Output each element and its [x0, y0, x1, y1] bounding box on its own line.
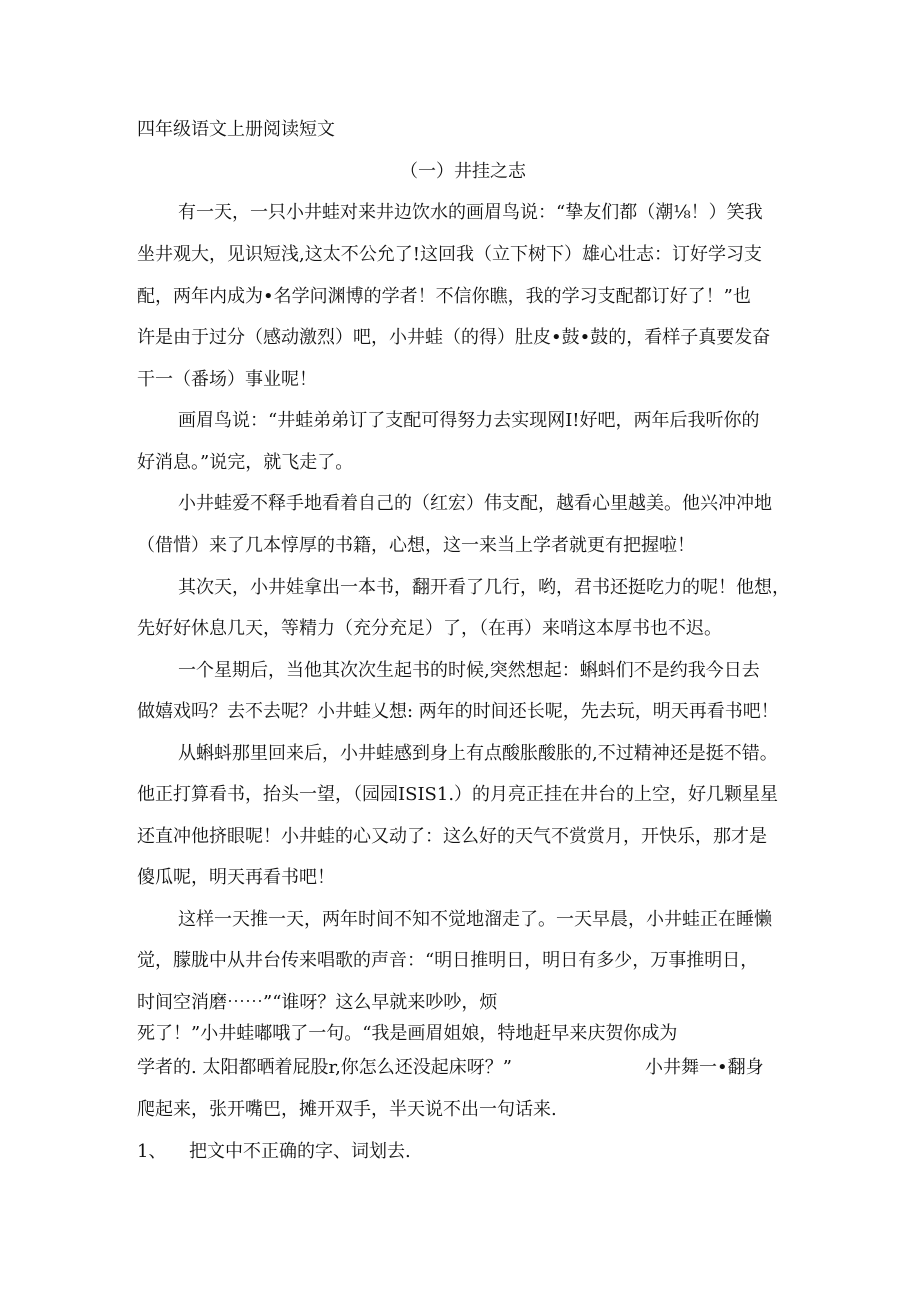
text-line-8: 小井蛙爱不释手地看着自己的（红宏）伟支配，越看心里越美。他兴冲冲地	[178, 493, 772, 514]
text-line-15: 他正打算看书，抬头一望，（园园ISIS1.）的月亮正挂在井台的上空，好几颗星星	[137, 784, 779, 805]
text-line-1: 有一天，一只小井蛙对来井边饮水的画眉鸟说：“挚友们都（潮⅛！）笑我	[178, 202, 763, 223]
text-line-11: 先好好休息几天，等精力（充分充足）了，（在再）来哨这本厚书也不迟。	[137, 618, 722, 639]
text-line-3: 配，两年内成为•名学问渊博的学者！不信你瞧，我的学习支配都订好了！”也	[137, 286, 751, 307]
text-line-19: 觉，朦胧中从井台传来唱歌的声音：“明日推明日，明日有多少，万事推明日，	[137, 950, 759, 971]
text-line-5: 干一（番场）事业呢！	[137, 369, 317, 390]
text-line-18: 这样一天推一天，两年时间不知不觉地溜走了。一天早晨，小井蛙正在睡懒	[178, 909, 772, 930]
text-line-17: 傻瓜呢，明天再看书吧！	[137, 867, 335, 888]
text-line-14: 从蝌蚪那里回来后，小井蛙感到身上有点酸胀酸胀的,不过精神还是挺不错。	[178, 743, 778, 764]
question-text: 把文中不正确的字、词划去.	[189, 1141, 411, 1162]
text-line-21: 死了！”小井蛙嘟哦了一句。“我是画眉姐娘，特地赶早来庆贺你成为	[137, 1023, 678, 1044]
text-line-20: 时间空消磨⋯⋯”“谁呀？这么早就来吵吵，烦	[137, 992, 498, 1013]
text-line-6: 画眉鸟说：“井蛙弟弟订了支配可得努力去实现网I!好吧，两年后我听你的	[178, 410, 760, 431]
text-line-12: 一个星期后，当他其次次生起书的时候,突然想起：蝌蚪们不是约我今日去	[178, 660, 760, 681]
document-heading: 四年级语文上册阅读短文	[137, 119, 335, 140]
text-line-23: 爬起来，张开嘴巴，摊开双手，半天说不出一句话来.	[137, 1099, 557, 1120]
text-line-10: 其次天，小井娃拿出一本书，翻开看了几行，哟，君书还挺吃力的呢！他想，	[178, 577, 790, 598]
text-line-7: 好消息。”说完，就飞走了。	[137, 452, 354, 473]
text-line-4: 许是由于过分（感动激烈）吧，小井蛙（的得）肚皮•鼓•鼓的，看样子真要发奋	[137, 327, 771, 348]
text-line-2: 坐井观大，见识短浅,这太不公允了!这回我（立下树下）雄心壮志：订好学习支	[137, 244, 762, 265]
text-line-22: 学者的. 太阳都晒着屁股r,你怎么还没起床呀？”	[137, 1057, 512, 1078]
story-title: （一）井挂之志	[400, 161, 526, 182]
text-line-16: 还直冲他挤眼呢！小井蛙的心又动了：这么好的天气不赏赏月，开快乐，那才是	[137, 826, 767, 847]
text-line-13: 做嬉戏吗？去不去呢？小井蛙乂想: 两年的时间还长呢，先去玩，明天再看书吧！	[137, 701, 779, 722]
text-line-22-right: 小井舞一•翻身	[645, 1057, 764, 1078]
question-number: 1、	[137, 1141, 167, 1162]
text-line-9: （借惜）来了几本惇厚的书籍，心想，这一来当上学者就更有把握啦！	[137, 535, 695, 556]
